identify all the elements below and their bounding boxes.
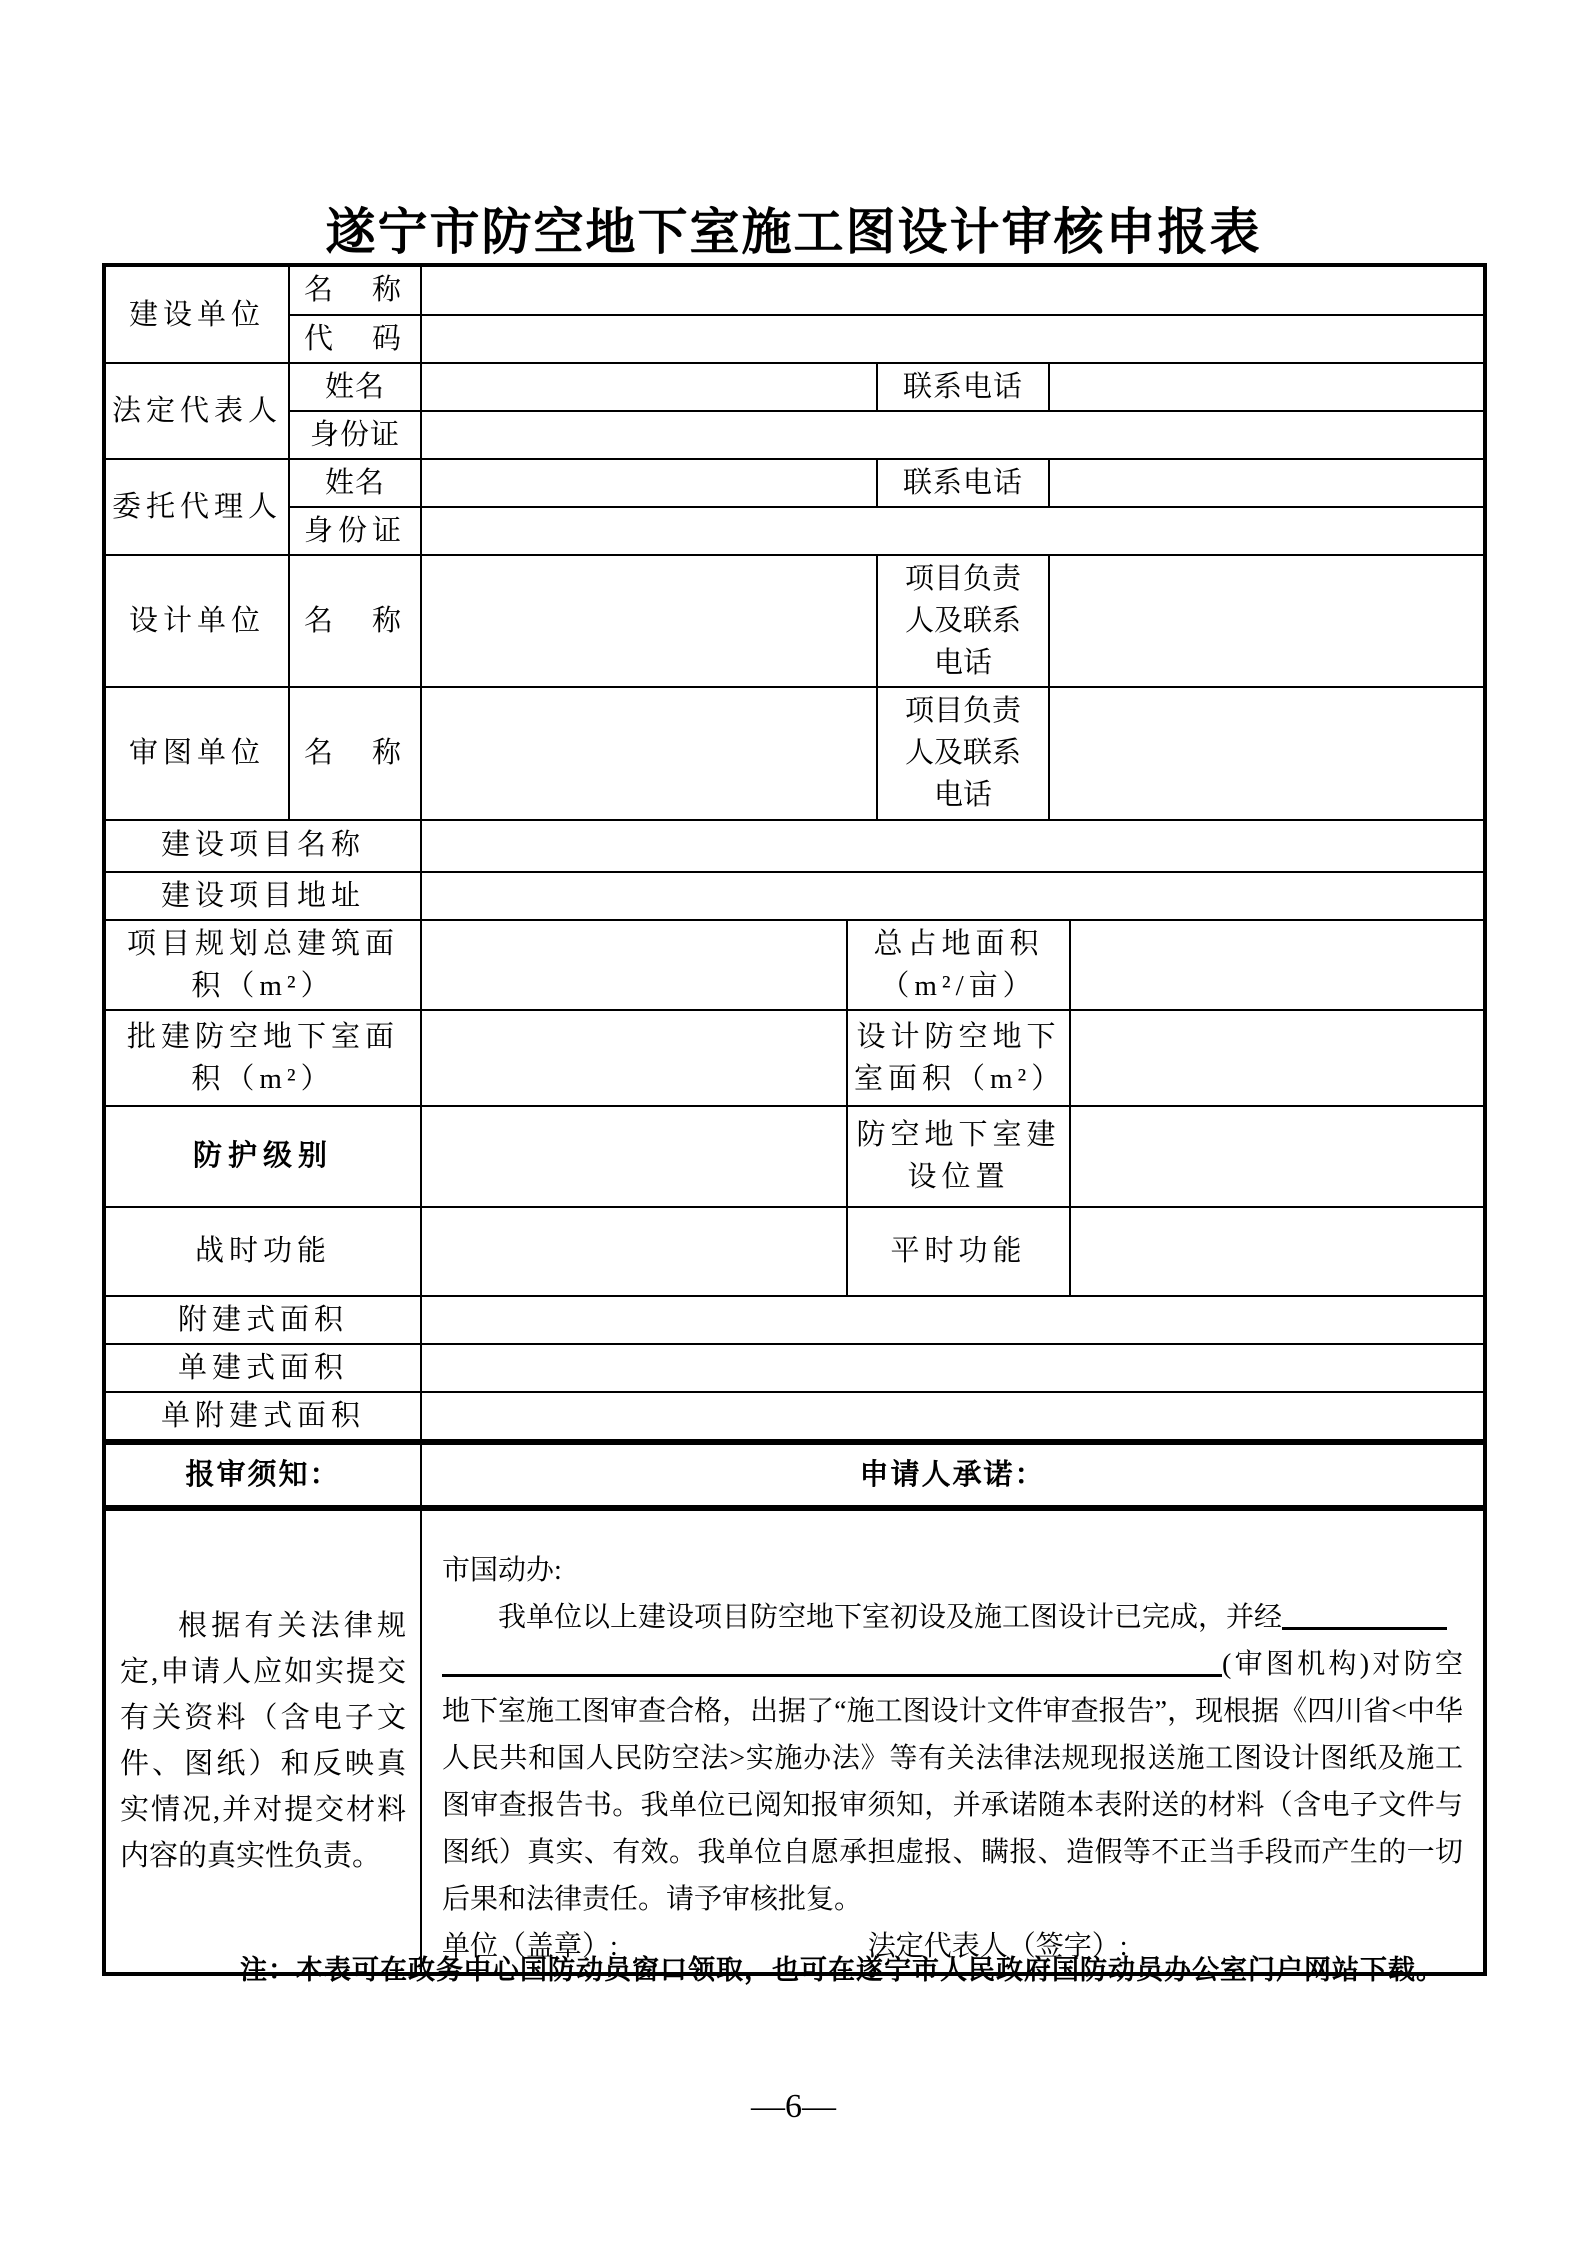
table-row [104, 872, 1485, 920]
table-row [104, 1442, 1485, 1508]
legal-rep-name-input[interactable] [421, 363, 877, 411]
standalone-area-label: 单建式面积 [104, 1344, 421, 1392]
promise-paragraph-2: (审图机构)对防空地下室施工图审查合格，出据了“施工图设计文件审查报告”，现根据《四川省<中华人民共和国人民防空法>实施办法》等有关法律法规现报送施工图设计图纸及施工图审查报告书。我单位已阅知报审须知，并承诺随本表附送的材料（含电子文件与图纸）真实、有效。我单位自愿承担虚报、瞒报、造假等不正当手段而产生的一切后果和法律责任。请予审核批复。 [442, 1641, 1463, 1923]
review-org-blank-2[interactable] [442, 1642, 1222, 1677]
page-title: 遂宁市防空地下室施工图设计审核申报表 [325, 204, 1262, 260]
table-row [104, 1106, 1485, 1207]
attached-area-label: 附建式面积 [104, 1296, 421, 1344]
promise-header: 申请人承诺： [421, 1442, 1485, 1508]
promise-text-block [428, 1513, 1477, 1970]
agent-label: 委托代理人 [104, 459, 289, 555]
table-row [104, 1296, 1485, 1344]
notice-header: 报审须知： [104, 1442, 421, 1508]
single-attached-area-label: 单附建式面积 [104, 1392, 421, 1442]
agent-name-input[interactable] [421, 459, 877, 507]
table-row [104, 363, 1485, 411]
table-row [104, 507, 1485, 555]
promise-paragraph-1: 我单位以上建设项目防空地下室初设及施工图设计已完成，并经 [442, 1594, 1463, 1641]
table-row [104, 920, 1485, 1010]
table-row [104, 459, 1485, 507]
design-unit-name-label: 名 称 [289, 555, 421, 687]
construction-unit-name-label: 名 称 [289, 265, 421, 315]
review-unit-label: 审图单位 [104, 687, 289, 819]
legal-rep-sign-label: 法定代表人（签字）: [867, 1930, 1128, 1962]
review-org-blank-1[interactable] [1282, 1595, 1447, 1630]
wartime-function-input[interactable] [421, 1207, 847, 1296]
construction-unit-label: 建设单位 [104, 265, 289, 363]
construction-unit-code-label: 代 码 [289, 315, 421, 363]
design-unit-label: 设计单位 [104, 555, 289, 687]
location-input[interactable] [1070, 1106, 1485, 1207]
total-land-area-input[interactable] [1070, 920, 1485, 1010]
construction-unit-name-input[interactable] [421, 265, 1485, 315]
legal-rep-label: 法定代表人 [104, 363, 289, 459]
review-unit-name-input[interactable] [421, 687, 877, 819]
legal-rep-id-label: 身份证 [289, 411, 421, 459]
legal-rep-phone-label: 联系电话 [877, 363, 1049, 411]
standalone-area-input[interactable] [421, 1344, 1485, 1392]
promise-cell [421, 1508, 1485, 1974]
unit-seal-label: 单位（盖章）: [442, 1930, 618, 1962]
design-unit-name-input[interactable] [421, 555, 877, 687]
promise-salutation: 市国动办: [442, 1554, 562, 1586]
project-name-input[interactable] [421, 820, 1485, 872]
project-name-label: 建设项目名称 [104, 820, 421, 872]
wartime-function-label: 战时功能 [104, 1207, 421, 1296]
attached-area-input[interactable] [421, 1296, 1485, 1344]
agent-phone-input[interactable] [1049, 459, 1485, 507]
project-address-input[interactable] [421, 872, 1485, 920]
construction-unit-code-input[interactable] [421, 315, 1485, 363]
notice-cell [104, 1508, 421, 1974]
total-land-area-label: 总占地面积（m²/亩） [847, 920, 1070, 1010]
single-attached-area-input[interactable] [421, 1392, 1485, 1442]
planned-area-label: 项目规划总建筑面积（m²） [104, 920, 421, 1010]
agent-phone-label: 联系电话 [877, 459, 1049, 507]
design-unit-manager-input[interactable] [1049, 555, 1485, 687]
table-row [104, 1207, 1485, 1296]
legal-rep-name-label: 姓名 [289, 363, 421, 411]
planned-area-input[interactable] [421, 920, 847, 1010]
agent-id-input[interactable] [421, 507, 1485, 555]
table-row [104, 411, 1485, 459]
review-unit-manager-input[interactable] [1049, 687, 1485, 819]
designed-area-label: 设计防空地下室面积（m²） [847, 1010, 1070, 1106]
peacetime-function-input[interactable] [1070, 1207, 1485, 1296]
table-row [104, 265, 1485, 315]
application-form-table [102, 263, 1487, 1976]
peacetime-function-label: 平时功能 [847, 1207, 1070, 1296]
protection-level-input[interactable] [421, 1106, 847, 1207]
legal-rep-id-input[interactable] [421, 411, 1485, 459]
page-number: —6— [751, 2088, 836, 2125]
agent-name-label: 姓名 [289, 459, 421, 507]
footer-note: 注：本表可在政务中心国防动员窗口领取，也可在遂宁市人民政府国防动员办公室门户网站下载。 [240, 1955, 1444, 1985]
legal-rep-phone-input[interactable] [1049, 363, 1485, 411]
approved-area-input[interactable] [421, 1010, 847, 1106]
designed-area-input[interactable] [1070, 1010, 1485, 1106]
table-row [104, 1010, 1485, 1106]
protection-level-label: 防护级别 [104, 1106, 421, 1207]
review-unit-name-label: 名 称 [289, 687, 421, 819]
project-address-label: 建设项目地址 [104, 872, 421, 920]
table-row [104, 687, 1485, 819]
agent-id-label: 身份证 [289, 507, 421, 555]
table-row [104, 1344, 1485, 1392]
approved-area-label: 批建防空地下室面积（m²） [104, 1010, 421, 1106]
notice-text: 根据有关法律规定,申请人应如实提交有关资料（含电子文件、图纸）和反映真实情况,并对提交材料内容的真实性负责。 [120, 1610, 406, 1873]
table-row [104, 315, 1485, 363]
table-row [104, 555, 1485, 687]
table-row [104, 1392, 1485, 1442]
review-unit-manager-label: 项目负责人及联系电话 [877, 687, 1049, 819]
location-label: 防空地下室建设位置 [847, 1106, 1070, 1207]
table-row [104, 1508, 1485, 1974]
design-unit-manager-label: 项目负责人及联系电话 [877, 555, 1049, 687]
table-row [104, 820, 1485, 872]
